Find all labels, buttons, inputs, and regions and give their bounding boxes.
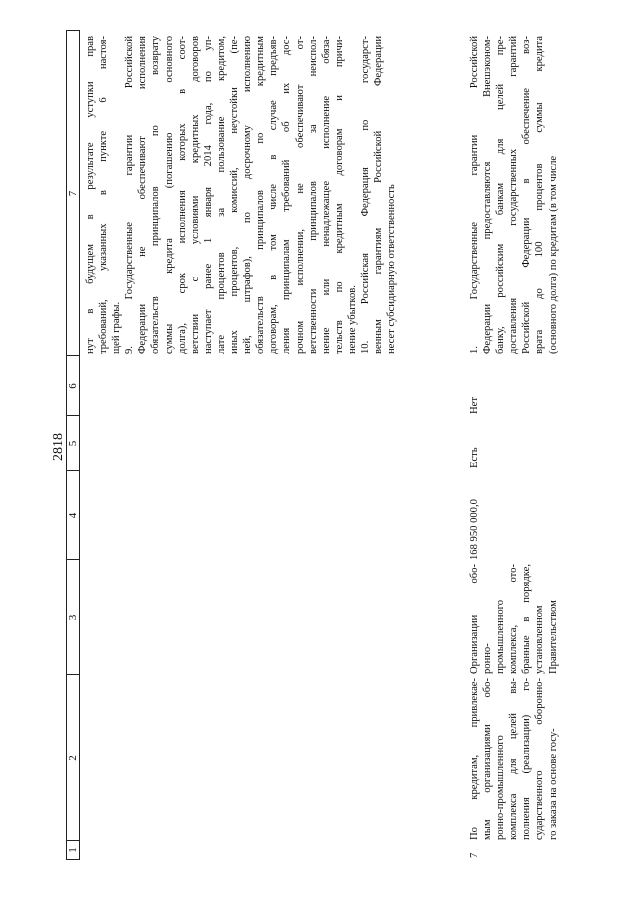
- text-line: рочном исполнении, не обеспечивают от-: [294, 36, 306, 354]
- text-line: Российской Федерации в обеспечение воз-: [521, 36, 533, 354]
- text-line: суммы кредита (погашению основного: [163, 36, 175, 354]
- row7-col4-amount: 168 950 000,0: [469, 499, 480, 560]
- row7-col7-text: [468, 36, 560, 354]
- header-col-2: 2: [67, 755, 79, 761]
- text-line: 1. Государственные гарантии Российской: [469, 36, 480, 354]
- text-line: Организации обо-: [469, 564, 480, 674]
- text-line: ронно-промышленного: [495, 735, 507, 840]
- text-line: ветствии с условиями кредитных договоров: [189, 36, 201, 354]
- text-line: Федерации предоставляются Внешэконом-: [482, 36, 494, 354]
- text-line: наступает ранее 1 января 2014 года, по уп-: [202, 36, 214, 354]
- text-line: мым организациями обо-: [482, 678, 494, 840]
- text-line: комплекса, ото-: [508, 564, 520, 674]
- text-line: обязательств принципалов по кредитным: [255, 36, 267, 354]
- text-line: нут в будущем в результате уступки прав: [85, 36, 96, 354]
- text-line: комплекса для целей вы-: [508, 678, 520, 840]
- header-col-7: 7: [67, 190, 79, 197]
- text-line: тельств по кредитным договорам и причи-: [333, 36, 345, 354]
- text-line: Федерации не обеспечивают исполнения: [137, 36, 149, 354]
- text-line: обязательств принципалов по возврату: [150, 36, 162, 354]
- text-line: По кредитам, привлекае-: [469, 678, 480, 840]
- continued-col7-text: [84, 36, 398, 354]
- text-line: ления принципалам требований об их дос-: [281, 36, 293, 354]
- text-line: требований, указанных в пункте 6 настоя-: [98, 36, 110, 354]
- text-line: врата до 100 процентов суммы кредита: [534, 36, 546, 354]
- row7-number: 7: [469, 852, 480, 858]
- text-line: лате процентов за пользование кредитом,: [215, 36, 227, 354]
- header-col-4: 4: [67, 512, 79, 519]
- text-line: 9. Государственные гарантии Российской: [124, 36, 136, 354]
- page-number: 2818: [51, 433, 66, 461]
- text-line: иных процентов, комиссий, неустойки (пе-: [229, 36, 241, 354]
- text-line: го заказа на основе госу-: [547, 728, 559, 840]
- row7-col2-text: [468, 678, 560, 840]
- header-col-1: 1: [67, 847, 79, 853]
- text-line: банку, российским банкам для целей пре-: [495, 36, 507, 354]
- text-line: долга), срок исполнения которых в соот-: [176, 36, 188, 354]
- row7-col5-value: Есть: [469, 447, 480, 468]
- text-line: (основного долга) по кредитам (в том числе: [547, 155, 559, 354]
- header-col-3: 3: [67, 614, 79, 621]
- text-line: доставления государственных гарантий: [508, 36, 520, 354]
- text-line: ветственности принципалов за неиспол-: [307, 36, 319, 354]
- row7-col3-text: [468, 564, 560, 674]
- text-line: Правительством: [547, 600, 559, 674]
- text-line: ней, штрафов), по досрочному исполнению: [242, 36, 254, 354]
- table-header-row: [66, 30, 80, 860]
- text-line: договорам, в том числе в случае предъяв-: [268, 36, 280, 354]
- row7-col6-value: Нет: [469, 397, 480, 414]
- text-line: щей графы.: [111, 301, 123, 354]
- text-line: нение убытков.: [346, 285, 358, 354]
- text-line: установленном: [534, 605, 546, 674]
- text-line: промышленного: [495, 599, 507, 674]
- text-line: венным гарантиям Российской Федерации: [373, 36, 385, 354]
- text-line: бранные в порядке,: [521, 564, 533, 674]
- text-line: 10. Российская Федерация по государст-: [359, 36, 371, 354]
- text-line: сударственного оборонно-: [534, 678, 546, 840]
- header-col-6: 6: [67, 383, 79, 389]
- text-line: нение или ненадлежащее исполнение обяза-: [320, 36, 332, 354]
- text-line: полнения (реализации) го-: [521, 678, 533, 840]
- rotated-table: [66, 30, 590, 860]
- header-col-5: 5: [67, 440, 79, 447]
- text-line: ронно-: [482, 643, 494, 674]
- text-line: несет субсидиарную ответственность: [386, 184, 398, 354]
